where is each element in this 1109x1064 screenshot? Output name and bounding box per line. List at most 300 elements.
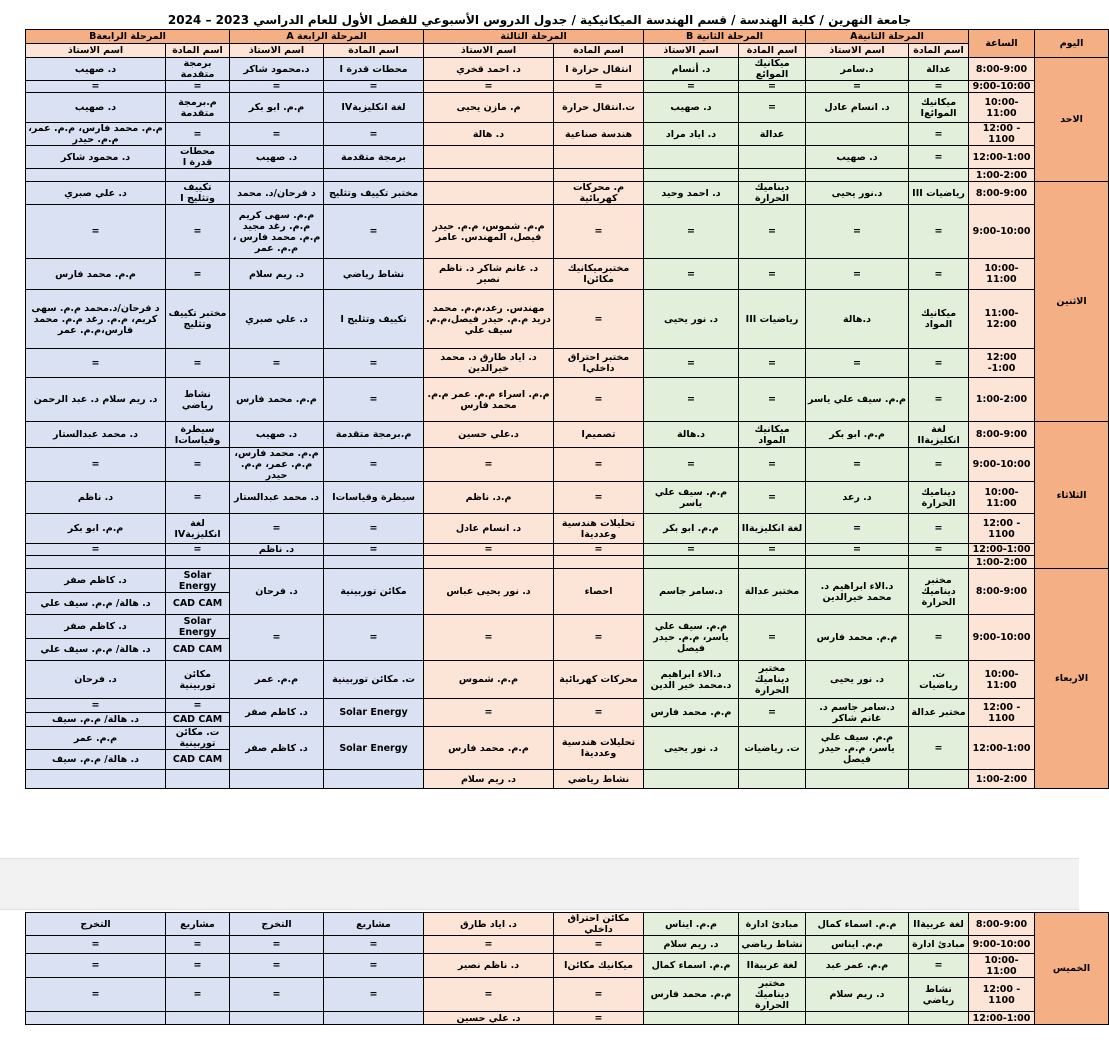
table-cell: = <box>909 954 969 978</box>
table-cell: د. فرحان <box>230 569 324 615</box>
table-cell: م.م. عمر عبد <box>806 954 909 978</box>
table-cell: د.سامر <box>806 58 909 81</box>
table-cell: = <box>644 205 739 259</box>
table-cell <box>166 1012 230 1025</box>
table-row <box>26 569 1109 593</box>
table-cell <box>230 770 324 789</box>
table-cell <box>424 146 554 169</box>
table-cell: م.م. سيف علي ياسر، م.م. حيدر فيصل <box>644 615 739 661</box>
table-row <box>26 259 1109 290</box>
header-subject: اسم المادة <box>909 44 969 58</box>
table-cell: = <box>26 349 166 378</box>
table-cell: د. فرحان <box>26 661 166 699</box>
table-cell: نشاط رياضي <box>166 378 230 422</box>
table-cell <box>26 1012 166 1025</box>
table-cell: = <box>909 146 969 169</box>
table-row <box>26 58 1109 81</box>
table-cell: = <box>166 544 230 556</box>
table-cell: = <box>424 544 554 556</box>
table-cell: = <box>424 448 554 482</box>
table-cell: رياضيات III <box>909 182 969 205</box>
table-cell: = <box>739 259 806 290</box>
table-cell: م.م. محمد فارس، م.م. عمر، م.م. حيدر <box>230 448 324 482</box>
table-cell: م.م. ايناس <box>644 913 739 936</box>
table-cell <box>26 169 166 182</box>
table-cell: د فرحان/د. محمد <box>230 182 324 205</box>
table-cell <box>739 146 806 169</box>
table-cell: ميكانيك مكائنI <box>554 954 644 978</box>
time-slot: 11:00-12:00 <box>969 290 1035 349</box>
table-cell: مختبرميكانيك مكائنI <box>554 259 644 290</box>
table-cell: م.م. ابو بكر <box>26 514 166 544</box>
table-cell: = <box>909 615 969 661</box>
header-stage: المرحلة الرابعةB <box>26 30 230 44</box>
table-cell: = <box>26 81 166 93</box>
table-cell: = <box>166 448 230 482</box>
table-cell: م.م. محمد فارس <box>644 699 739 727</box>
table-cell: = <box>554 205 644 259</box>
table-cell: = <box>324 448 424 482</box>
table-cell: د. هالة <box>424 123 554 146</box>
time-slot: 12:00-1:00 <box>969 1012 1035 1025</box>
table-cell: م.م. شموس، م.م. حيدر فيصل، المهندس. عامر <box>424 205 554 259</box>
table-cell: د. ريم سلام <box>644 936 739 954</box>
table-cell <box>644 146 739 169</box>
time-slot: 1:00-2:00 <box>969 169 1035 182</box>
table-cell <box>166 169 230 182</box>
table-cell: هندسة صناعية <box>554 123 644 146</box>
time-slot: 10:00-11:00 <box>969 259 1035 290</box>
table-cell: م.د. ناظم <box>424 482 554 514</box>
time-slot: 9:00-10:00 <box>969 936 1035 954</box>
table-cell: د. كاظم صفر <box>230 727 324 770</box>
table-cell: = <box>26 544 166 556</box>
table-cell: د. كاظم صفر <box>230 699 324 727</box>
table-cell: = <box>166 978 230 1012</box>
time-slot: 8:00-9:00 <box>969 182 1035 205</box>
day-label: الثلاثاء <box>1035 422 1109 569</box>
table-cell: ت. مكائن توربينية <box>324 661 424 699</box>
table-row <box>26 378 1109 422</box>
table-cell: = <box>230 936 324 954</box>
time-slot: 12:00 - 1100 <box>969 699 1035 727</box>
header-subject: اسم المادة <box>739 44 806 58</box>
table-cell: د. ريم سلام <box>806 978 909 1012</box>
table-cell: سيطرة وقياساتI <box>166 422 230 448</box>
table-cell: د. ناظم <box>230 544 324 556</box>
table-row <box>26 699 1109 713</box>
table-cell: م.م. سيف علي ياسر <box>806 378 909 422</box>
table-cell: مكائن توربينية <box>324 569 424 615</box>
day-label: الاثنين <box>1035 182 1109 422</box>
table-cell: د فرحان/د.محمد م.م. سهى كريم، م.م. رغد م.م. محمد فارس،م.م. عمر <box>26 290 166 349</box>
table-row <box>26 661 1109 699</box>
header-hour: الساعة <box>969 30 1035 58</box>
table-cell: = <box>230 349 324 378</box>
table-row <box>26 1012 1109 1025</box>
table-cell: = <box>230 978 324 1012</box>
table-cell: تحليلات هندسية وعدديةI <box>554 727 644 770</box>
table-cell: مختبر ديناميك الحرارة <box>739 661 806 699</box>
table-cell: = <box>739 378 806 422</box>
header-subject: اسم المادة <box>554 44 644 58</box>
table-cell <box>739 770 806 789</box>
time-slot: 10:00-11:00 <box>969 661 1035 699</box>
header-teacher: اسم الاستاذ <box>806 44 909 58</box>
table-row <box>26 169 1109 182</box>
table-cell: د. رعد <box>806 482 909 514</box>
table-cell: د. ناظم <box>26 482 166 514</box>
table-cell: = <box>230 615 324 661</box>
table-cell: د. نور يحيى <box>644 727 739 770</box>
header-stage: المرحلة الثالثة <box>424 30 644 44</box>
table-cell: = <box>324 349 424 378</box>
table-cell: = <box>806 205 909 259</box>
table-cell: مكائن احتراق داخلي <box>554 913 644 936</box>
table-cell: د. هالة/ م.م. سيف <box>26 713 166 727</box>
table-cell: = <box>909 514 969 544</box>
table-cell: ميكانيك المواد <box>909 290 969 349</box>
table-cell: = <box>554 544 644 556</box>
table-cell: = <box>324 615 424 661</box>
table-cell: م.م. محمد فارس <box>806 615 909 661</box>
table-cell: د. ريم سلام د. عبد الرحمن <box>26 378 166 422</box>
table-cell: = <box>324 81 424 93</box>
table-cell: م.م. اسماء كمال <box>644 954 739 978</box>
table-cell: د. صهيب <box>26 93 166 123</box>
table-cell: = <box>166 349 230 378</box>
time-slot: 9:00-10:00 <box>969 615 1035 661</box>
header-teacher: اسم الاستاذ <box>26 44 166 58</box>
table-cell: = <box>26 205 166 259</box>
table-cell <box>806 169 909 182</box>
table-cell <box>26 556 166 569</box>
header-teacher: اسم الاستاذ <box>644 44 739 58</box>
table-cell: تكييف وتثليج I <box>324 290 424 349</box>
day-label: الاربعاء <box>1035 569 1109 789</box>
table-cell <box>554 146 644 169</box>
table-cell: = <box>739 81 806 93</box>
table-cell: = <box>166 936 230 954</box>
table-row <box>26 770 1109 789</box>
table-cell: = <box>554 615 644 661</box>
schedule-table-thursday <box>25 912 1109 1025</box>
time-slot: 8:00-9:00 <box>969 913 1035 936</box>
table-cell: د.سامر جاسم <box>644 569 739 615</box>
table-row <box>26 615 1109 639</box>
table-cell <box>324 556 424 569</box>
table-cell: برمجة متقدمة <box>324 146 424 169</box>
time-slot: 10:00-11:00 <box>969 482 1035 514</box>
table-cell <box>230 1012 324 1025</box>
table-cell: = <box>806 514 909 544</box>
table-cell: = <box>644 448 739 482</box>
table-cell: د. اياد طارق <box>424 913 554 936</box>
table-cell: = <box>739 615 806 661</box>
table-cell: = <box>166 123 230 146</box>
table-cell <box>324 770 424 789</box>
table-cell <box>166 770 230 789</box>
table-cell: = <box>909 349 969 378</box>
table-cell: التخرج <box>26 913 166 936</box>
table-cell: ميكانيك المواد <box>739 422 806 448</box>
table-cell <box>909 770 969 789</box>
table-cell: = <box>26 699 166 713</box>
table-cell <box>230 169 324 182</box>
table-cell: د. هالة/ م.م. سيف <box>26 750 166 770</box>
table-cell: = <box>166 259 230 290</box>
table-cell: م.م. سيف علي ياسر <box>644 482 739 514</box>
table-cell: التخرج <box>230 913 324 936</box>
time-slot: 1:00-2:00 <box>969 770 1035 789</box>
table-cell: لغة انكليزيةIV <box>166 514 230 544</box>
table-cell: د. علي حسين <box>424 1012 554 1025</box>
table-cell: مختبر تكييف وتثليج <box>166 290 230 349</box>
table-cell: د.الاء ابراهيم د.محمد خير الدين <box>644 661 739 699</box>
table-cell: د. اياد مراد <box>644 123 739 146</box>
table-cell: = <box>909 205 969 259</box>
table-cell: م.م. ابو بكر <box>230 93 324 123</box>
table-cell: د.نور يحيى <box>806 182 909 205</box>
table-cell: د.علي حسين <box>424 422 554 448</box>
header-stage: المرحلة الرابعة A <box>230 30 424 44</box>
table-cell: = <box>644 349 739 378</box>
table-cell: = <box>166 954 230 978</box>
table-cell: ت. مكائن توربينية <box>166 727 230 750</box>
table-cell: = <box>324 205 424 259</box>
table-cell: = <box>166 482 230 514</box>
table-cell: نشاط رياضي <box>554 770 644 789</box>
table-cell <box>554 556 644 569</box>
table-row <box>26 913 1109 936</box>
table-cell: د. كاظم صفر <box>26 569 166 593</box>
time-slot: 1:00-2:00 <box>969 556 1035 569</box>
table-cell: ميكانيك الموائع <box>739 58 806 81</box>
table-cell: = <box>554 699 644 727</box>
table-cell: ميكانيك الموائعI <box>909 93 969 123</box>
table-cell: = <box>739 699 806 727</box>
table-cell: محطات قدرة I <box>324 58 424 81</box>
table-cell: م.م. عمر <box>230 661 324 699</box>
table-cell: د. احمد قخري <box>424 58 554 81</box>
table-cell: م.م. اسماء كمال <box>806 913 909 936</box>
table-cell <box>26 770 166 789</box>
table-cell: د. صهيب <box>26 58 166 81</box>
table-cell: = <box>324 978 424 1012</box>
table-cell <box>739 169 806 182</box>
table-cell <box>424 169 554 182</box>
table-cell: د. صهيب <box>806 146 909 169</box>
table-cell: ت. رياضيات <box>739 727 806 770</box>
table-cell: = <box>424 615 554 661</box>
table-cell: م.م. ابو بكر <box>806 422 909 448</box>
time-slot: 12:00 -1:00 <box>969 349 1035 378</box>
time-slot: 8:00-9:00 <box>969 569 1035 615</box>
table-cell: = <box>26 936 166 954</box>
table-cell: م.برمجة متقدمة <box>324 422 424 448</box>
table-cell: م.م. محمد فارس، م.م. عمر، م.م. حيدر <box>26 123 166 146</box>
table-cell: = <box>554 378 644 422</box>
table-cell: نشاط رياضي <box>324 259 424 290</box>
table-cell: د. اياد طارق د. محمد خيرالدين <box>424 349 554 378</box>
table-cell: م.م. شموس <box>424 661 554 699</box>
table-cell: د. انسام عادل <box>424 514 554 544</box>
table-cell: د. نور يحيى عباس <box>424 569 554 615</box>
table-row <box>26 290 1109 349</box>
time-slot: 9:00-10:00 <box>969 448 1035 482</box>
table-cell: برمجة متقدمة <box>166 58 230 81</box>
table-row <box>26 205 1109 259</box>
table-row <box>26 422 1109 448</box>
table-cell: م. محركات كهربائية <box>554 182 644 205</box>
table-cell: = <box>554 1012 644 1025</box>
table-row <box>26 123 1109 146</box>
page-title: جامعة النهرين / كلية الهندسة / قسم الهندسة الميكانيكية / جدول الدروس الأسبوعي للفصل الأول للعام الدراسي 2023 – 2024 <box>167 13 912 27</box>
table-row <box>26 936 1109 954</box>
table-cell: مهندس. رعد،م.م. محمد دريد م.م. حيدر فيصل،م.م. سيف علي <box>424 290 554 349</box>
table-cell: = <box>166 205 230 259</box>
table-row <box>26 544 1109 556</box>
table-cell: م.م. ايناس <box>806 936 909 954</box>
table-cell: م.م. محمد فارس <box>644 978 739 1012</box>
table-cell: = <box>644 259 739 290</box>
table-cell: د. صهيب <box>644 93 739 123</box>
table-cell: م.م. محمد فارس <box>424 727 554 770</box>
table-cell <box>739 1012 806 1025</box>
table-cell: عدالة <box>739 123 806 146</box>
time-slot: 12:00-1:00 <box>969 727 1035 770</box>
table-cell: د. غانم شاكر د. ناظم نصير <box>424 259 554 290</box>
day-label: الاحد <box>1035 58 1109 182</box>
table-cell: = <box>324 954 424 978</box>
table-cell: مختبر احتراق داخليI <box>554 349 644 378</box>
table-cell: = <box>424 978 554 1012</box>
table-cell: م. مازن يحيى <box>424 93 554 123</box>
table-cell: = <box>644 81 739 93</box>
table-cell <box>424 556 554 569</box>
time-slot: 9:00-10:00 <box>969 81 1035 93</box>
table-cell: محطات قدرة I <box>166 146 230 169</box>
table-row <box>26 146 1109 169</box>
table-cell: تصميمI <box>554 422 644 448</box>
table-cell: لغة عربيةII <box>909 913 969 936</box>
table-row <box>26 482 1109 514</box>
time-slot: 12:00 - 1100 <box>969 514 1035 544</box>
table-cell: = <box>230 954 324 978</box>
table-cell: CAD CAM <box>166 639 230 661</box>
day-label: الخميس <box>1035 913 1109 1025</box>
table-cell: نشاط رياضي <box>739 936 806 954</box>
table-cell: = <box>424 936 554 954</box>
table-cell <box>324 169 424 182</box>
table-cell: = <box>909 259 969 290</box>
table-cell <box>909 169 969 182</box>
table-cell: = <box>806 259 909 290</box>
table-cell <box>644 556 739 569</box>
table-row <box>26 182 1109 205</box>
table-cell: م.م. اسراء م.م. عمر م.م. محمد فارس <box>424 378 554 422</box>
table-cell: = <box>166 699 230 713</box>
table-cell: لغة انكليزيةII <box>909 422 969 448</box>
table-cell: = <box>324 123 424 146</box>
table-cell: = <box>166 81 230 93</box>
table-cell: = <box>230 81 324 93</box>
table-cell: د. انسام عادل <box>806 93 909 123</box>
table-cell: د. محمد عبدالستار <box>26 422 166 448</box>
table-cell: م.م. سهى كريم م.م. رغد مجيد م.م. محمد فارس ، م.م. عمر <box>230 205 324 259</box>
table-cell: = <box>739 482 806 514</box>
table-cell: Solar Energy <box>324 727 424 770</box>
table-cell: م.م. محمد فارس <box>26 259 166 290</box>
time-slot: 9:00-10:00 <box>969 205 1035 259</box>
table-cell <box>230 556 324 569</box>
table-cell: CAD CAM <box>166 713 230 727</box>
table-cell: نشاط رياضي <box>909 978 969 1012</box>
schedule-table-main <box>25 29 1109 789</box>
table-cell: م.م. ابو بكر <box>644 514 739 544</box>
time-slot: 12:00 - 1100 <box>969 978 1035 1012</box>
table-cell: مشاريع <box>166 913 230 936</box>
table-cell: د.محمود شاكر <box>230 58 324 81</box>
header-stage: المرحلة الثانيةA <box>806 30 969 44</box>
table-cell: = <box>909 123 969 146</box>
table-cell: = <box>909 81 969 93</box>
table-cell: عدالة <box>909 58 969 81</box>
table-cell: = <box>739 544 806 556</box>
table-cell: احصاء <box>554 569 644 615</box>
table-cell: = <box>806 544 909 556</box>
table-cell: م.م. عمر <box>26 727 166 750</box>
table-cell <box>909 556 969 569</box>
table-cell: = <box>26 978 166 1012</box>
header-teacher: اسم الاستاذ <box>424 44 554 58</box>
time-slot: 10:00-11:00 <box>969 954 1035 978</box>
table-cell: ديناميك الحرارة <box>739 182 806 205</box>
table-cell: = <box>909 544 969 556</box>
table-cell: ت.انتقال حرارة <box>554 93 644 123</box>
table-cell: انتقال حرارة I <box>554 58 644 81</box>
time-slot: 12:00-1:00 <box>969 544 1035 556</box>
table-cell: د. صهيب <box>230 146 324 169</box>
table-cell: م.م. سيف علي ياسر، م.م. حيدر فيصل <box>806 727 909 770</box>
table-cell: = <box>909 727 969 770</box>
table-cell: = <box>909 448 969 482</box>
table-cell: رياضيات III <box>739 290 806 349</box>
table-cell: = <box>806 81 909 93</box>
page-break-separator <box>0 858 1079 910</box>
table-cell: = <box>644 378 739 422</box>
table-cell: تكييف وتثليج I <box>166 182 230 205</box>
table-cell: د. محمود شاكر <box>26 146 166 169</box>
table-row <box>26 93 1109 123</box>
table-cell: د. هالة/ م.م. سيف علي <box>26 639 166 661</box>
header-stage: المرحلة الثانية B <box>644 30 806 44</box>
table-cell: مختبر ديناميك الحرارة <box>909 569 969 615</box>
table-cell: Solar Energy <box>166 615 230 639</box>
table-cell: تحليلات هندسية وعدديةI <box>554 514 644 544</box>
table-cell: لغة انكليزيةIV <box>324 93 424 123</box>
table-cell: = <box>739 349 806 378</box>
table-cell: = <box>230 123 324 146</box>
table-cell: سيطرة وقياساتI <box>324 482 424 514</box>
table-cell: د. علي صبري <box>26 182 166 205</box>
table-cell: لغة انكليزيةII <box>739 514 806 544</box>
table-cell: ديناميك الحرارة <box>909 482 969 514</box>
table-cell <box>806 556 909 569</box>
table-cell: د. نور يحيى <box>806 661 909 699</box>
table-cell: د. احمد وحيد <box>644 182 739 205</box>
table-cell: مختبر عدالة <box>909 699 969 727</box>
